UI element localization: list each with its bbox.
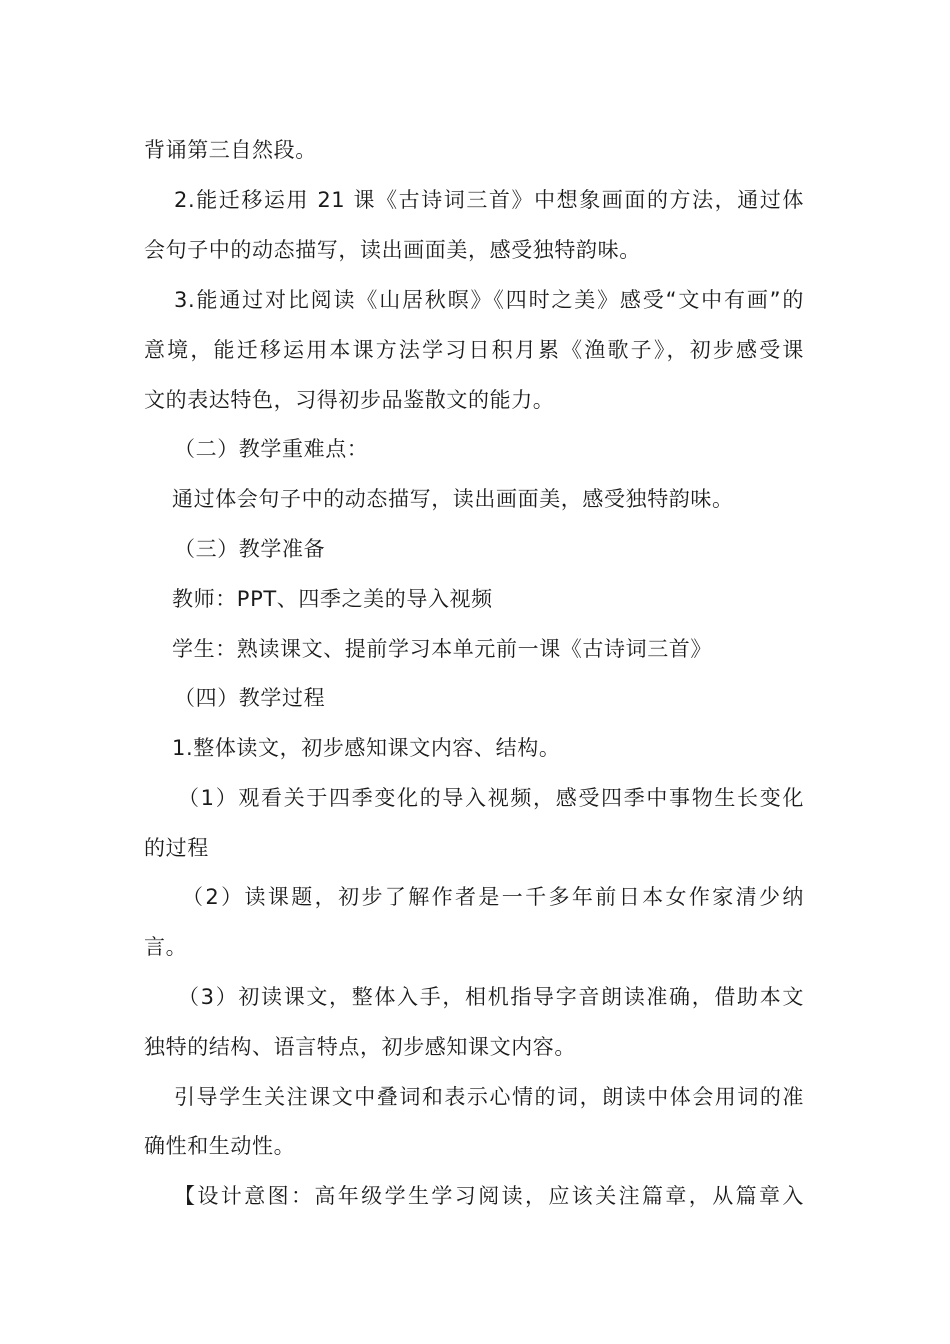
- guidance-line-1: 引导学生关注课文中叠词和表示心情的词，朗读中体会用词的准: [174, 1085, 804, 1109]
- objective-3-line-2: 意境，能迁移运用本课方法学习日积月累《渔歌子》，初步感受课: [144, 338, 804, 362]
- process-substep-2-line-2: 言。: [144, 935, 188, 959]
- key-points-text: 通过体会句子中的动态描写，读出画面美，感受独特韵味。: [172, 487, 734, 511]
- section-heading-key-points: （二）教学重难点：: [174, 437, 369, 461]
- objective-3-line-1: 3.能通过对比阅读《山居秋暝》《四时之美》感受“文中有画”的: [174, 288, 804, 312]
- guidance-line-2: 确性和生动性。: [144, 1134, 296, 1158]
- section-heading-preparation: （三）教学准备: [174, 537, 326, 561]
- teacher-preparation: 教师：PPT、四季之美的导入视频: [172, 587, 493, 611]
- section-heading-process: （四）教学过程: [174, 686, 326, 710]
- process-substep-3-line-2: 独特的结构、语言特点，初步感知课文内容。: [144, 1035, 576, 1059]
- objective-3-line-3: 文的表达特色，习得初步品鉴散文的能力。: [144, 388, 555, 412]
- process-substep-3-line-1: （3）初读课文，整体入手，相机指导字音朗读准确，借助本文: [178, 985, 804, 1009]
- process-step-1: 1.整体读文，初步感知课文内容、结构。: [172, 736, 561, 760]
- text-line: 背诵第三自然段。: [144, 138, 317, 162]
- objective-2-line-1: 2.能迁移运用 21 课《古诗词三首》中想象画面的方法，通过体: [174, 188, 804, 212]
- student-preparation: 学生：熟读课文、提前学习本单元前一课《古诗词三首》: [172, 637, 712, 661]
- design-intent-line-1: 【设计意图：高年级学生学习阅读，应该关注篇章，从篇章入: [174, 1184, 804, 1208]
- process-substep-1-line-1: （1）观看关于四季变化的导入视频，感受四季中事物生长变化: [178, 786, 804, 810]
- process-substep-1-line-2: 的过程: [144, 836, 209, 860]
- objective-2-line-2: 会句子中的动态描写，读出画面美，感受独特韵味。: [144, 238, 641, 262]
- process-substep-2-line-1: （2）读课题，初步了解作者是一千多年前日本女作家清少纳: [182, 885, 804, 909]
